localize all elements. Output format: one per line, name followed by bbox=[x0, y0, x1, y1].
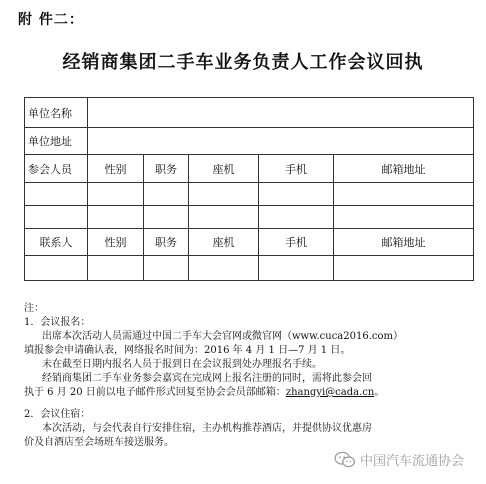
registration-form-table bbox=[24, 97, 474, 281]
table-cell[interactable] bbox=[189, 256, 259, 281]
registration-text: 出席本次活动人员需通过中国二手车大会官网或微官网（www.cuca2016.com） bbox=[42, 331, 404, 342]
table-cell[interactable] bbox=[88, 183, 144, 206]
gender-header: 性别 bbox=[88, 155, 144, 183]
table-row bbox=[25, 229, 474, 256]
accommodation-text: 本次活动，与会代表自行安排住宿，主办机构推荐酒店，并提供协议优惠房 bbox=[42, 423, 372, 434]
registration-text: 未在截至日期内报名人员于报到日在会议报到处办理报名手续。 bbox=[42, 359, 322, 370]
table-cell[interactable] bbox=[189, 206, 259, 229]
email-header: 邮箱地址 bbox=[334, 155, 474, 183]
notes-section bbox=[24, 302, 474, 450]
registration-text: 填报参会申请确认表，网络报名时间为：2016 年 4 月 1 日—7 月 1 日。 bbox=[24, 345, 351, 356]
position-header: 职务 bbox=[144, 229, 189, 256]
table-cell[interactable] bbox=[25, 206, 88, 229]
table-cell[interactable] bbox=[334, 256, 474, 281]
mobile-header: 手机 bbox=[259, 155, 334, 183]
page-title: 经销商集团二手车业务负责人工作会议回执 bbox=[62, 52, 424, 73]
mobile-header: 手机 bbox=[259, 229, 334, 256]
attendees-header: 参会人员 bbox=[25, 155, 88, 183]
watermark bbox=[334, 450, 464, 469]
unit-name-label: 单位名称 bbox=[25, 98, 88, 128]
attachment-label: 附 件二： bbox=[18, 12, 84, 28]
table-row bbox=[25, 155, 474, 183]
table-row bbox=[25, 183, 474, 206]
email-header: 邮箱地址 bbox=[334, 229, 474, 256]
table-cell[interactable] bbox=[25, 183, 88, 206]
table-row bbox=[25, 256, 474, 281]
unit-address-field[interactable] bbox=[88, 128, 474, 155]
table-cell[interactable] bbox=[144, 206, 189, 229]
table-cell[interactable] bbox=[144, 256, 189, 281]
contact-header: 联系人 bbox=[25, 229, 88, 256]
unit-name-field[interactable] bbox=[88, 98, 474, 128]
watermark-text: 中国汽车流通协会 bbox=[359, 454, 464, 469]
table-cell[interactable] bbox=[259, 256, 334, 281]
accommodation-title: 2．会议住宿： bbox=[24, 409, 91, 420]
registration-text-suffix: 。 bbox=[374, 387, 385, 398]
wechat-icon bbox=[334, 451, 356, 469]
registration-title: 1．会议报名： bbox=[24, 317, 91, 328]
table-cell[interactable] bbox=[334, 206, 474, 229]
table-cell[interactable] bbox=[144, 183, 189, 206]
gender-header: 性别 bbox=[88, 229, 144, 256]
notes-label: 注： bbox=[24, 303, 44, 314]
accommodation-text: 价及自酒店至会场班车接送服务。 bbox=[24, 437, 174, 448]
email-link[interactable]: zhangyi@cada.cn bbox=[285, 387, 375, 398]
registration-text-prefix: 执于 6 月 20 日前以电子邮件形式回复至协会会员部邮箱： bbox=[24, 387, 286, 398]
unit-address-label: 单位地址 bbox=[25, 128, 88, 155]
table-row bbox=[25, 128, 474, 155]
table-cell[interactable] bbox=[334, 183, 474, 206]
table-row bbox=[25, 98, 474, 128]
registration-text: 经销商集团二手车业务参会嘉宾在完成网上报名注册的同时，需将此参会回 bbox=[42, 373, 372, 384]
registration-text bbox=[24, 386, 474, 400]
position-header: 职务 bbox=[144, 155, 189, 183]
landline-header: 座机 bbox=[189, 155, 259, 183]
table-cell[interactable] bbox=[88, 256, 144, 281]
table-cell[interactable] bbox=[189, 183, 259, 206]
table-cell[interactable] bbox=[259, 206, 334, 229]
table-cell[interactable] bbox=[25, 256, 88, 281]
landline-header: 座机 bbox=[189, 229, 259, 256]
table-cell[interactable] bbox=[259, 183, 334, 206]
table-row bbox=[25, 206, 474, 229]
table-cell[interactable] bbox=[88, 206, 144, 229]
